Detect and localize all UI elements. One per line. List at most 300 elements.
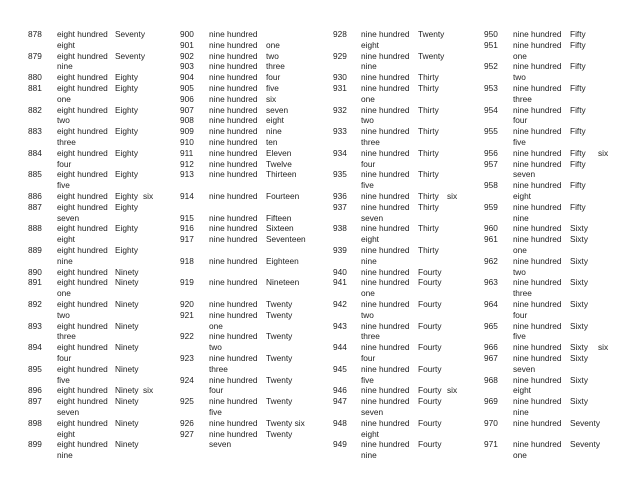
entry-tens-word: Sixty [570,234,588,245]
entry-hundreds-word: nine hundred [209,29,258,39]
entry-wrapped-word: five [361,374,374,385]
entry-number: 900 [180,29,194,39]
entry-number: 955 [484,126,498,137]
entry-hundreds-word: eight hundred [57,201,108,212]
entry-wrapped-word: four [57,158,72,169]
entry-hundreds-word: eight hundred [57,320,108,331]
entry-hundreds-word: nine hundred [209,353,258,363]
entry-hundreds-word: nine hundred [209,61,258,72]
entry-tens-word: Fourty [418,417,442,428]
entry-units-word: six [143,385,154,396]
entry-hundreds-word: nine hundred [209,83,258,93]
entry-hundreds-word: eight hundred [57,50,108,61]
entry-wrapped-word: eight [57,39,75,50]
entry-number: 936 [333,191,347,201]
entry-number: 902 [180,50,194,61]
entry-hundreds-word: nine hundred [513,158,562,169]
entry-tens-word: three [266,61,285,72]
entry-tens-word: Ninety [115,299,139,309]
entry-wrapped-word: eight [361,234,379,245]
entry-number: 883 [28,126,42,137]
entry-wrapped-word: seven [513,363,536,374]
entry-wrapped-word: three [209,363,228,374]
entry-wrapped-word: five [57,374,70,385]
entry-number: 893 [28,320,42,331]
entry-tens-word: Fifty [570,104,586,115]
entry-hundreds-word: eight hundred [57,396,108,407]
entry-tens-word: Twenty [266,428,293,439]
entry-number: 924 [180,374,194,385]
entry-hundreds-word: nine hundred [513,417,562,428]
entry-tens-word: Nineteen [266,277,300,288]
entry-hundreds-word: nine hundred [361,50,410,61]
entry-hundreds-word: eight hundred [57,169,108,180]
entry-hundreds-word: nine hundred [209,158,258,169]
entry-tens-word: Sixty [570,396,588,407]
entry-hundreds-word: nine hundred [513,61,562,72]
entry-tens-word: four [266,72,281,83]
entry-number: 929 [333,50,347,61]
entry-wrapped-word: two [361,309,374,320]
entry-hundreds-word: eight hundred [57,223,108,234]
entry-units-word: six [447,385,458,396]
entry-hundreds-word: nine hundred [209,396,258,407]
entry-wrapped-word: nine [361,255,377,266]
entry-hundreds-word: nine hundred [361,277,410,288]
entry-wrapped-word: two [57,115,70,126]
entry-number: 948 [333,417,347,428]
entry-tens-word: Eighty [115,72,139,83]
entry-number: 934 [333,147,347,158]
entry-number: 926 [180,417,194,428]
entry-tens-word: Thirty [418,126,439,137]
entry-number: 957 [484,158,498,169]
entry-hundreds-word: nine hundred [209,126,258,137]
entry-wrapped-word: two [513,72,526,83]
entry-wrapped-word: nine [513,212,529,223]
entry-wrapped-word: eight [57,234,75,245]
entry-number: 925 [180,396,194,407]
entry-number: 892 [28,299,42,309]
entry-tens-word: Sixty [570,374,588,385]
entry-hundreds-word: nine hundred [361,72,410,83]
entry-number: 942 [333,299,347,309]
entry-number: 881 [28,83,42,93]
entry-hundreds-word: nine hundred [513,234,562,245]
entry-number: 895 [28,363,42,374]
entry-tens-word: Seventy [570,417,600,428]
entry-tens-word: Twenty [266,374,293,385]
entry-hundreds-word: eight hundred [57,277,108,288]
entry-number: 891 [28,277,42,288]
entry-hundreds-word: nine hundred [361,320,410,331]
entry-hundreds-word: nine hundred [361,299,410,309]
entry-wrapped-word: two [209,342,222,353]
entry-tens-word: Ninety [115,266,139,277]
entry-hundreds-word: nine hundred [513,277,562,288]
entry-tens-word: Thirty [418,223,439,234]
entry-number: 906 [180,93,194,104]
entry-tens-word: Fifty [570,180,586,191]
entry-hundreds-word: eight hundred [57,72,108,83]
entry-number: 931 [333,83,347,93]
entry-number: 919 [180,277,194,288]
entry-wrapped-word: five [361,180,374,191]
entry-hundreds-word: nine hundred [361,342,410,353]
entry-wrapped-word: one [513,50,527,61]
entry-number: 964 [484,299,498,309]
entry-hundreds-word: nine hundred [209,428,258,439]
entry-hundreds-word: nine hundred [361,439,410,450]
entry-tens-word: Twenty [266,396,293,407]
entry-number: 947 [333,396,347,407]
entry-hundreds-word: nine hundred [513,342,562,353]
entry-hundreds-word: nine hundred [361,201,410,212]
entry-wrapped-word: one [361,93,375,104]
entry-hundreds-word: nine hundred [361,223,410,234]
entry-hundreds-word: nine hundred [209,255,258,266]
entry-tens-word: Ninety [115,385,139,396]
entry-wrapped-word: three [57,331,76,342]
entry-hundreds-word: nine hundred [361,191,410,201]
entry-tens-word: Eighteen [266,255,299,266]
entry-hundreds-word: nine hundred [361,147,410,158]
entry-tens-word: Fourteen [266,191,300,201]
entry-tens-word: Twenty [418,29,445,39]
entry-number: 946 [333,385,347,396]
entry-number: 958 [484,180,498,191]
entry-wrapped-word: four [361,158,376,169]
entry-tens-word: Twenty [266,309,293,320]
entry-hundreds-word: eight hundred [57,104,108,115]
entry-wrapped-word: eight [361,428,379,439]
entry-number: 935 [333,169,347,180]
entry-number: 927 [180,428,194,439]
entry-number: 952 [484,61,498,72]
entry-number: 944 [333,342,347,353]
entry-number: 886 [28,191,42,201]
entry-wrapped-word: one [361,288,375,299]
entry-wrapped-word: four [209,385,224,396]
entry-number: 915 [180,212,194,223]
entry-wrapped-word: four [513,309,528,320]
entry-number: 928 [333,29,347,39]
entry-tens-word: Seventy [115,50,145,61]
entry-number: 963 [484,277,498,288]
entry-hundreds-word: nine hundred [209,50,258,61]
entry-hundreds-word: nine hundred [361,417,410,428]
entry-wrapped-word: four [57,353,72,363]
entry-tens-word: Eighty [115,223,139,234]
entry-number: 887 [28,201,42,212]
entry-tens-word: Ninety [115,363,139,374]
entry-number: 917 [180,234,194,245]
entry-hundreds-word: nine hundred [513,255,562,266]
entry-wrapped-word: five [513,331,526,342]
entry-tens-word: Seventy [570,439,600,450]
entry-hundreds-word: nine hundred [209,169,258,180]
entry-tens-word: Fourty [418,320,442,331]
entry-hundreds-word: eight hundred [57,385,108,396]
entry-tens-word: Eighty [115,245,139,255]
entry-tens-word: six [266,93,277,104]
entry-tens-word: Fourty [418,396,442,407]
entry-hundreds-word: nine hundred [361,245,410,255]
entry-tens-word: Fourty [418,363,442,374]
entry-tens-word: Fifty [570,201,586,212]
entry-wrapped-word: seven [361,212,384,223]
entry-hundreds-word: eight hundred [57,342,108,353]
entry-tens-word: Eighty [115,126,139,137]
entry-hundreds-word: nine hundred [209,212,258,223]
entry-number: 949 [333,439,347,450]
entry-wrapped-word: four [361,353,376,363]
entry-tens-word: one [266,39,280,50]
entry-tens-word: Ninety [115,439,139,450]
entry-tens-word: Eighty [115,104,139,115]
entry-wrapped-word: seven [57,407,80,417]
entry-number: 907 [180,104,194,115]
entry-tens-word: Fifteen [266,212,292,223]
entry-units-word: six [598,342,609,353]
entry-tens-word: Twenty [266,353,293,363]
entry-tens-word: Eighty [115,83,139,93]
entry-number: 937 [333,201,347,212]
entry-tens-word: Twelve [266,158,292,169]
entry-number: 914 [180,191,194,201]
entry-wrapped-word: three [361,137,380,147]
entry-wrapped-word: eight [513,191,531,201]
entry-hundreds-word: nine hundred [209,104,258,115]
entry-number: 890 [28,266,42,277]
entry-tens-word: Seventeen [266,234,306,245]
entry-hundreds-word: eight hundred [57,363,108,374]
entry-hundreds-word: nine hundred [361,104,410,115]
entry-tens-word: Sixty [570,320,588,331]
entry-tens-word: eight [266,115,284,126]
entry-wrapped-word: one [513,245,527,255]
entry-number: 922 [180,331,194,342]
entry-wrapped-word: one [209,320,223,331]
entry-number: 882 [28,104,42,115]
entry-number: 933 [333,126,347,137]
entry-tens-word: nine [266,126,282,137]
entry-wrapped-word: one [57,288,71,299]
entry-tens-word: ten [266,137,278,147]
entry-number: 939 [333,245,347,255]
entry-hundreds-word: nine hundred [513,104,562,115]
entry-hundreds-word: nine hundred [513,126,562,137]
entry-hundreds-word: nine hundred [361,363,410,374]
entry-number: 954 [484,104,498,115]
entry-wrapped-word: eight [513,385,531,396]
entry-tens-word: Thirty [418,147,439,158]
entry-number: 911 [180,147,194,158]
entry-number: 951 [484,39,498,50]
entry-number: 967 [484,353,498,363]
entry-hundreds-word: nine hundred [209,137,258,147]
entry-hundreds-word: eight hundred [57,439,108,450]
entry-number: 943 [333,320,347,331]
entry-wrapped-word: two [361,115,374,126]
entry-number: 968 [484,374,498,385]
entry-hundreds-word: nine hundred [209,147,258,158]
entry-number: 884 [28,147,42,158]
entry-tens-word: Fourty [418,266,442,277]
entry-number: 894 [28,342,42,353]
entry-number: 969 [484,396,498,407]
entry-wrapped-word: seven [513,169,536,180]
entry-number: 908 [180,115,194,126]
entry-tens-word: Sixty [570,342,588,353]
entry-number: 921 [180,309,194,320]
entry-number: 880 [28,72,42,83]
entry-hundreds-word: nine hundred [209,115,258,126]
entry-hundreds-word: nine hundred [513,180,562,191]
entry-number: 901 [180,39,194,50]
entry-units-word: six [143,191,154,201]
entry-wrapped-word: three [513,93,532,104]
entry-hundreds-word: nine hundred [209,72,258,83]
entry-tens-word: Eleven [266,147,292,158]
entry-tens-word: Ninety [115,417,139,428]
entry-units-word: six [447,191,458,201]
entry-tens-word: Twenty [266,299,293,309]
entry-tens-word: Sixty [570,223,588,234]
entry-tens-word: Thirty [418,191,439,201]
entry-number: 971 [484,439,498,450]
entry-wrapped-word: five [513,137,526,147]
entry-hundreds-word: nine hundred [361,396,410,407]
entry-number: 960 [484,223,498,234]
entry-number: 878 [28,29,42,39]
entry-wrapped-word: nine [57,61,73,72]
entry-tens-word: Thirty [418,104,439,115]
entry-hundreds-word: eight hundred [57,266,108,277]
entry-tens-word: Thirteen [266,169,297,180]
entry-wrapped-word: four [513,115,528,126]
entry-tens-word: Fourty [418,299,442,309]
entry-hundreds-word: nine hundred [513,201,562,212]
entry-hundreds-word: nine hundred [513,83,562,93]
entry-wrapped-word: nine [57,450,73,461]
entry-number: 897 [28,396,42,407]
entry-hundreds-word: eight hundred [57,299,108,309]
entry-number: 940 [333,266,347,277]
entry-wrapped-word: eight [361,39,379,50]
entry-number: 938 [333,223,347,234]
entry-number: 898 [28,417,42,428]
entry-tens-word: Ninety [115,277,139,288]
entry-tens-word: Fifty [570,61,586,72]
entry-hundreds-word: nine hundred [209,223,258,234]
entry-number: 970 [484,417,498,428]
entry-hundreds-word: eight hundred [57,83,108,93]
entry-hundreds-word: nine hundred [209,234,258,245]
entry-tens-word: two [266,50,279,61]
entry-tens-word: Fourty [418,342,442,353]
entry-hundreds-word: nine hundred [513,147,562,158]
entry-tens-word: Fifty [570,83,586,93]
entry-wrapped-word: seven [361,407,384,417]
entry-hundreds-word: nine hundred [361,169,410,180]
entry-wrapped-word: five [209,407,222,417]
entry-hundreds-word: nine hundred [361,29,410,39]
entry-hundreds-word: nine hundred [209,331,258,342]
entry-hundreds-word: nine hundred [513,299,562,309]
entry-number: 905 [180,83,194,93]
entry-tens-word: Seventy [115,29,145,39]
entry-hundreds-word: nine hundred [209,93,258,104]
entry-number: 916 [180,223,194,234]
entry-tens-word: Fifty [570,147,586,158]
entry-tens-word: Sixteen [266,223,294,234]
entry-number: 965 [484,320,498,331]
entry-tens-word: Thirty [418,169,439,180]
entry-number: 909 [180,126,194,137]
entry-tens-word: Sixty [570,353,588,363]
entry-hundreds-word: nine hundred [513,320,562,331]
entry-tens-word: Eighty [115,169,139,180]
entry-tens-word: Twenty six [266,417,305,428]
entry-hundreds-word: nine hundred [513,439,562,450]
entry-wrapped-word: two [513,266,526,277]
entry-number: 962 [484,255,498,266]
entry-number: 899 [28,439,42,450]
entry-hundreds-word: nine hundred [209,309,258,320]
entry-hundreds-word: eight hundred [57,417,108,428]
entry-hundreds-word: nine hundred [209,417,258,428]
entry-wrapped-word: seven [209,439,232,450]
entry-number: 920 [180,299,194,309]
entry-tens-word: Twenty [266,331,293,342]
entry-tens-word: Twenty [418,50,445,61]
entry-hundreds-word: nine hundred [209,191,258,201]
entry-hundreds-word: nine hundred [513,223,562,234]
entry-units-word: six [598,147,609,158]
entry-tens-word: Ninety [115,342,139,353]
entry-number: 918 [180,255,194,266]
entry-tens-word: five [266,83,279,93]
entry-number: 950 [484,29,498,39]
entry-hundreds-word: nine hundred [209,374,258,385]
entry-number: 923 [180,353,194,363]
entry-wrapped-word: nine [513,407,529,417]
entry-tens-word: Fourty [418,385,442,396]
entry-tens-word: Fourty [418,277,442,288]
entry-tens-word: Fourty [418,439,442,450]
entry-hundreds-word: nine hundred [513,396,562,407]
entry-number: 889 [28,245,42,255]
entry-wrapped-word: three [57,137,76,147]
entry-number: 912 [180,158,194,169]
entry-wrapped-word: two [57,309,70,320]
entry-hundreds-word: nine hundred [209,299,258,309]
entry-tens-word: Eighty [115,191,139,201]
entry-tens-word: Sixty [570,255,588,266]
entry-wrapped-word: five [57,180,70,191]
entry-wrapped-word: eight [57,428,75,439]
entry-tens-word: seven [266,104,289,115]
entry-tens-word: Ninety [115,320,139,331]
entry-wrapped-word: nine [361,450,377,461]
entry-number: 903 [180,61,194,72]
entry-wrapped-word: three [513,288,532,299]
entry-hundreds-word: nine hundred [361,266,410,277]
entry-hundreds-word: nine hundred [513,29,562,39]
entry-number: 913 [180,169,194,180]
entry-hundreds-word: nine hundred [513,39,562,50]
